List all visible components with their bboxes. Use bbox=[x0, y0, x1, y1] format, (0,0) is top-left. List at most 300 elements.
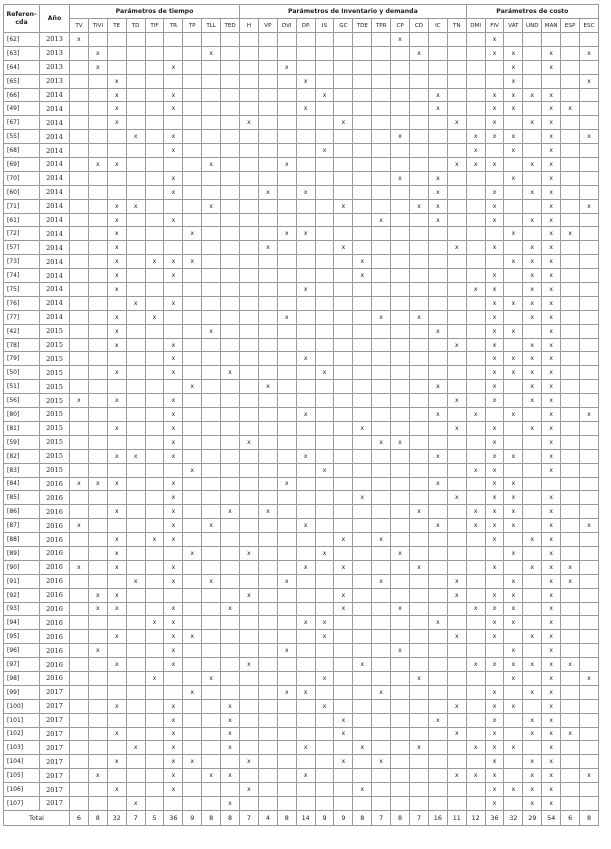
mark-cell: x bbox=[542, 574, 561, 588]
empty-cell bbox=[126, 630, 145, 644]
empty-cell bbox=[88, 671, 107, 685]
empty-cell bbox=[240, 630, 259, 644]
table-row bbox=[4, 505, 599, 519]
empty-cell bbox=[240, 727, 259, 741]
empty-cell bbox=[466, 227, 485, 241]
year-cell: 2015 bbox=[40, 435, 70, 449]
empty-cell bbox=[70, 685, 89, 699]
empty-cell bbox=[466, 491, 485, 505]
table-row bbox=[4, 310, 599, 324]
mark-cell: x bbox=[107, 227, 126, 241]
empty-cell bbox=[428, 574, 447, 588]
empty-cell bbox=[353, 602, 372, 616]
empty-cell bbox=[561, 630, 580, 644]
empty-cell bbox=[183, 366, 202, 380]
empty-cell bbox=[88, 421, 107, 435]
empty-cell bbox=[504, 769, 523, 783]
reference-cell: [93] bbox=[4, 602, 40, 616]
total-cell: 32 bbox=[107, 810, 126, 825]
empty-cell bbox=[372, 199, 391, 213]
empty-cell bbox=[183, 421, 202, 435]
empty-cell bbox=[107, 491, 126, 505]
column-header-tll: TLL bbox=[202, 19, 221, 33]
mark-cell: x bbox=[485, 158, 504, 172]
empty-cell bbox=[334, 463, 353, 477]
empty-cell bbox=[183, 296, 202, 310]
empty-cell bbox=[183, 449, 202, 463]
empty-cell bbox=[561, 394, 580, 408]
mark-cell: x bbox=[504, 588, 523, 602]
total-cell: 36 bbox=[164, 810, 183, 825]
empty-cell bbox=[447, 33, 466, 47]
table-row bbox=[4, 463, 599, 477]
empty-cell bbox=[580, 158, 599, 172]
empty-cell bbox=[372, 505, 391, 519]
empty-cell bbox=[183, 505, 202, 519]
mark-cell: x bbox=[88, 588, 107, 602]
empty-cell bbox=[202, 33, 221, 47]
empty-cell bbox=[126, 380, 145, 394]
mark-cell: x bbox=[296, 352, 315, 366]
mark-cell: x bbox=[523, 783, 542, 797]
mark-cell: x bbox=[504, 616, 523, 630]
mark-cell: x bbox=[428, 408, 447, 422]
empty-cell bbox=[542, 74, 561, 88]
empty-cell bbox=[391, 296, 410, 310]
reference-cell: [63] bbox=[4, 46, 40, 60]
column-header-fiv: FIV bbox=[485, 19, 504, 33]
empty-cell bbox=[296, 310, 315, 324]
mark-cell: x bbox=[542, 644, 561, 658]
empty-cell bbox=[183, 88, 202, 102]
empty-cell bbox=[523, 741, 542, 755]
empty-cell bbox=[88, 616, 107, 630]
mark-cell: x bbox=[164, 616, 183, 630]
empty-cell bbox=[410, 699, 429, 713]
table-row bbox=[4, 685, 599, 699]
empty-cell bbox=[183, 33, 202, 47]
mark-cell: x bbox=[164, 255, 183, 269]
empty-cell bbox=[70, 227, 89, 241]
empty-cell bbox=[277, 671, 296, 685]
mark-cell: x bbox=[296, 185, 315, 199]
empty-cell bbox=[221, 255, 240, 269]
empty-cell bbox=[240, 574, 259, 588]
empty-cell bbox=[202, 505, 221, 519]
empty-cell bbox=[296, 602, 315, 616]
mark-cell: x bbox=[126, 796, 145, 810]
mark-cell: x bbox=[447, 394, 466, 408]
empty-cell bbox=[164, 116, 183, 130]
year-cell: 2016 bbox=[40, 588, 70, 602]
empty-cell bbox=[88, 755, 107, 769]
empty-cell bbox=[70, 421, 89, 435]
empty-cell bbox=[145, 158, 164, 172]
mark-cell: x bbox=[542, 519, 561, 533]
empty-cell bbox=[504, 338, 523, 352]
empty-cell bbox=[277, 519, 296, 533]
empty-cell bbox=[410, 546, 429, 560]
empty-cell bbox=[221, 671, 240, 685]
reference-cell: [99] bbox=[4, 685, 40, 699]
empty-cell bbox=[107, 435, 126, 449]
table-row bbox=[4, 213, 599, 227]
empty-cell bbox=[183, 116, 202, 130]
mark-cell: x bbox=[485, 380, 504, 394]
empty-cell bbox=[485, 671, 504, 685]
mark-cell: x bbox=[542, 727, 561, 741]
empty-cell bbox=[183, 741, 202, 755]
empty-cell bbox=[410, 60, 429, 74]
empty-cell bbox=[447, 227, 466, 241]
empty-cell bbox=[523, 546, 542, 560]
empty-cell bbox=[315, 296, 334, 310]
total-cell: 7 bbox=[126, 810, 145, 825]
table-row bbox=[4, 783, 599, 797]
reference-cell: [71] bbox=[4, 199, 40, 213]
table-row bbox=[4, 60, 599, 74]
empty-cell bbox=[410, 283, 429, 297]
empty-cell bbox=[372, 324, 391, 338]
empty-cell bbox=[485, 171, 504, 185]
empty-cell bbox=[466, 33, 485, 47]
empty-cell bbox=[391, 616, 410, 630]
empty-cell bbox=[428, 227, 447, 241]
mark-cell: x bbox=[296, 769, 315, 783]
empty-cell bbox=[70, 255, 89, 269]
mark-cell: x bbox=[164, 755, 183, 769]
reference-cell: [91] bbox=[4, 574, 40, 588]
empty-cell bbox=[315, 491, 334, 505]
mark-cell: x bbox=[164, 783, 183, 797]
empty-cell bbox=[372, 366, 391, 380]
empty-cell bbox=[447, 658, 466, 672]
empty-cell bbox=[277, 185, 296, 199]
empty-cell bbox=[428, 394, 447, 408]
mark-cell: x bbox=[315, 463, 334, 477]
empty-cell bbox=[240, 227, 259, 241]
empty-cell bbox=[240, 394, 259, 408]
mark-cell: x bbox=[504, 699, 523, 713]
empty-cell bbox=[183, 671, 202, 685]
empty-cell bbox=[240, 408, 259, 422]
mark-cell: x bbox=[542, 421, 561, 435]
column-header-dvi: DVI bbox=[277, 19, 296, 33]
reference-cell: [69] bbox=[4, 158, 40, 172]
empty-cell bbox=[70, 727, 89, 741]
empty-cell bbox=[372, 74, 391, 88]
table-row bbox=[4, 283, 599, 297]
empty-cell bbox=[296, 241, 315, 255]
mark-cell: x bbox=[542, 546, 561, 560]
empty-cell bbox=[428, 644, 447, 658]
empty-cell bbox=[183, 519, 202, 533]
empty-cell bbox=[523, 699, 542, 713]
column-header-is: IS bbox=[315, 19, 334, 33]
empty-cell bbox=[447, 102, 466, 116]
empty-cell bbox=[391, 574, 410, 588]
empty-cell bbox=[240, 671, 259, 685]
empty-cell bbox=[240, 283, 259, 297]
empty-cell bbox=[353, 144, 372, 158]
mark-cell: x bbox=[428, 713, 447, 727]
empty-cell bbox=[372, 630, 391, 644]
empty-cell bbox=[372, 616, 391, 630]
mark-cell: x bbox=[523, 658, 542, 672]
empty-cell bbox=[353, 296, 372, 310]
empty-cell bbox=[428, 755, 447, 769]
empty-cell bbox=[315, 741, 334, 755]
empty-cell bbox=[447, 324, 466, 338]
empty-cell bbox=[277, 296, 296, 310]
mark-cell: x bbox=[145, 671, 164, 685]
mark-cell: x bbox=[523, 755, 542, 769]
empty-cell bbox=[126, 533, 145, 547]
year-cell: 2015 bbox=[40, 463, 70, 477]
mark-cell: x bbox=[523, 394, 542, 408]
empty-cell bbox=[353, 394, 372, 408]
mark-cell: x bbox=[542, 102, 561, 116]
mark-cell: x bbox=[428, 616, 447, 630]
table-row bbox=[4, 644, 599, 658]
empty-cell bbox=[561, 449, 580, 463]
empty-cell bbox=[315, 644, 334, 658]
empty-cell bbox=[126, 171, 145, 185]
empty-cell bbox=[466, 116, 485, 130]
empty-cell bbox=[485, 60, 504, 74]
mark-cell: x bbox=[164, 394, 183, 408]
mark-cell: x bbox=[334, 602, 353, 616]
year-cell: 2013 bbox=[40, 60, 70, 74]
empty-cell bbox=[107, 463, 126, 477]
empty-cell bbox=[353, 366, 372, 380]
empty-cell bbox=[183, 491, 202, 505]
mark-cell: x bbox=[296, 227, 315, 241]
empty-cell bbox=[70, 185, 89, 199]
reference-cell: [66] bbox=[4, 88, 40, 102]
empty-cell bbox=[410, 449, 429, 463]
mark-cell: x bbox=[164, 296, 183, 310]
reference-cell: [64] bbox=[4, 60, 40, 74]
empty-cell bbox=[145, 213, 164, 227]
mark-cell: x bbox=[164, 421, 183, 435]
empty-cell bbox=[88, 88, 107, 102]
empty-cell bbox=[145, 102, 164, 116]
empty-cell bbox=[428, 283, 447, 297]
mark-cell: x bbox=[107, 588, 126, 602]
empty-cell bbox=[315, 560, 334, 574]
empty-cell bbox=[410, 616, 429, 630]
empty-cell bbox=[145, 449, 164, 463]
empty-cell bbox=[391, 533, 410, 547]
empty-cell bbox=[88, 546, 107, 560]
empty-cell bbox=[410, 380, 429, 394]
empty-cell bbox=[202, 435, 221, 449]
empty-cell bbox=[428, 602, 447, 616]
empty-cell bbox=[240, 741, 259, 755]
empty-cell bbox=[410, 366, 429, 380]
empty-cell bbox=[240, 269, 259, 283]
empty-cell bbox=[334, 658, 353, 672]
empty-cell bbox=[315, 449, 334, 463]
mark-cell: x bbox=[221, 602, 240, 616]
empty-cell bbox=[428, 74, 447, 88]
reference-cell: [79] bbox=[4, 352, 40, 366]
mark-cell: x bbox=[88, 644, 107, 658]
empty-cell bbox=[315, 602, 334, 616]
empty-cell bbox=[202, 449, 221, 463]
mark-cell: x bbox=[315, 88, 334, 102]
empty-cell bbox=[391, 241, 410, 255]
empty-cell bbox=[183, 60, 202, 74]
column-header-tv: TV bbox=[70, 19, 89, 33]
empty-cell bbox=[202, 296, 221, 310]
empty-cell bbox=[145, 796, 164, 810]
empty-cell bbox=[447, 783, 466, 797]
empty-cell bbox=[447, 199, 466, 213]
empty-cell bbox=[447, 74, 466, 88]
empty-cell bbox=[202, 533, 221, 547]
empty-cell bbox=[221, 171, 240, 185]
mark-cell: x bbox=[504, 227, 523, 241]
year-cell: 2016 bbox=[40, 658, 70, 672]
empty-cell bbox=[258, 199, 277, 213]
empty-cell bbox=[107, 130, 126, 144]
empty-cell bbox=[70, 588, 89, 602]
empty-cell bbox=[70, 241, 89, 255]
empty-cell bbox=[561, 116, 580, 130]
empty-cell bbox=[334, 741, 353, 755]
empty-cell bbox=[428, 130, 447, 144]
empty-cell bbox=[353, 435, 372, 449]
empty-cell bbox=[107, 741, 126, 755]
empty-cell bbox=[221, 130, 240, 144]
empty-cell bbox=[221, 60, 240, 74]
empty-cell bbox=[277, 46, 296, 60]
empty-cell bbox=[240, 380, 259, 394]
empty-cell bbox=[372, 269, 391, 283]
empty-cell bbox=[183, 560, 202, 574]
empty-cell bbox=[315, 310, 334, 324]
empty-cell bbox=[410, 477, 429, 491]
empty-cell bbox=[580, 602, 599, 616]
empty-cell bbox=[485, 144, 504, 158]
mark-cell: x bbox=[164, 505, 183, 519]
total-cell: 9 bbox=[334, 810, 353, 825]
empty-cell bbox=[221, 616, 240, 630]
empty-cell bbox=[523, 130, 542, 144]
table-row bbox=[4, 171, 599, 185]
empty-cell bbox=[145, 477, 164, 491]
mark-cell: x bbox=[504, 658, 523, 672]
empty-cell bbox=[202, 796, 221, 810]
empty-cell bbox=[240, 241, 259, 255]
reference-cell: [103] bbox=[4, 741, 40, 755]
empty-cell bbox=[391, 213, 410, 227]
empty-cell bbox=[391, 699, 410, 713]
table-row bbox=[4, 769, 599, 783]
empty-cell bbox=[391, 713, 410, 727]
mark-cell: x bbox=[542, 755, 561, 769]
table-row bbox=[4, 477, 599, 491]
empty-cell bbox=[145, 408, 164, 422]
empty-cell bbox=[580, 241, 599, 255]
empty-cell bbox=[221, 74, 240, 88]
empty-cell bbox=[145, 130, 164, 144]
empty-cell bbox=[410, 158, 429, 172]
empty-cell bbox=[315, 33, 334, 47]
empty-cell bbox=[183, 46, 202, 60]
empty-cell bbox=[391, 199, 410, 213]
empty-cell bbox=[315, 185, 334, 199]
empty-cell bbox=[334, 213, 353, 227]
empty-cell bbox=[580, 338, 599, 352]
mark-cell: x bbox=[202, 158, 221, 172]
empty-cell bbox=[145, 463, 164, 477]
empty-cell bbox=[164, 241, 183, 255]
mark-cell: x bbox=[485, 33, 504, 47]
empty-cell bbox=[296, 366, 315, 380]
empty-cell bbox=[277, 533, 296, 547]
mark-cell: x bbox=[164, 699, 183, 713]
mark-cell: x bbox=[164, 519, 183, 533]
empty-cell bbox=[561, 88, 580, 102]
empty-cell bbox=[334, 88, 353, 102]
mark-cell: x bbox=[485, 727, 504, 741]
empty-cell bbox=[296, 199, 315, 213]
mark-cell: x bbox=[485, 769, 504, 783]
empty-cell bbox=[315, 158, 334, 172]
mark-cell: x bbox=[485, 421, 504, 435]
empty-cell bbox=[107, 671, 126, 685]
empty-cell bbox=[221, 352, 240, 366]
empty-cell bbox=[258, 33, 277, 47]
mark-cell: x bbox=[504, 130, 523, 144]
mark-cell: x bbox=[164, 435, 183, 449]
empty-cell bbox=[466, 685, 485, 699]
empty-cell bbox=[145, 727, 164, 741]
mark-cell: x bbox=[523, 255, 542, 269]
empty-cell bbox=[410, 352, 429, 366]
empty-cell bbox=[296, 269, 315, 283]
empty-cell bbox=[126, 658, 145, 672]
empty-cell bbox=[277, 602, 296, 616]
mark-cell: x bbox=[164, 171, 183, 185]
empty-cell bbox=[258, 602, 277, 616]
reference-cell: [80] bbox=[4, 408, 40, 422]
empty-cell bbox=[315, 116, 334, 130]
empty-cell bbox=[183, 199, 202, 213]
year-cell: 2016 bbox=[40, 616, 70, 630]
total-cell: 8 bbox=[277, 810, 296, 825]
empty-cell bbox=[447, 185, 466, 199]
empty-cell bbox=[277, 324, 296, 338]
parameters-table bbox=[3, 4, 599, 826]
empty-cell bbox=[145, 630, 164, 644]
reference-cell: [89] bbox=[4, 546, 40, 560]
empty-cell bbox=[372, 338, 391, 352]
empty-cell bbox=[221, 574, 240, 588]
empty-cell bbox=[410, 185, 429, 199]
reference-cell: [56] bbox=[4, 394, 40, 408]
empty-cell bbox=[145, 88, 164, 102]
mark-cell: x bbox=[561, 227, 580, 241]
empty-cell bbox=[70, 783, 89, 797]
empty-cell bbox=[107, 616, 126, 630]
empty-cell bbox=[580, 533, 599, 547]
year-cell: 2014 bbox=[40, 283, 70, 297]
empty-cell bbox=[164, 199, 183, 213]
